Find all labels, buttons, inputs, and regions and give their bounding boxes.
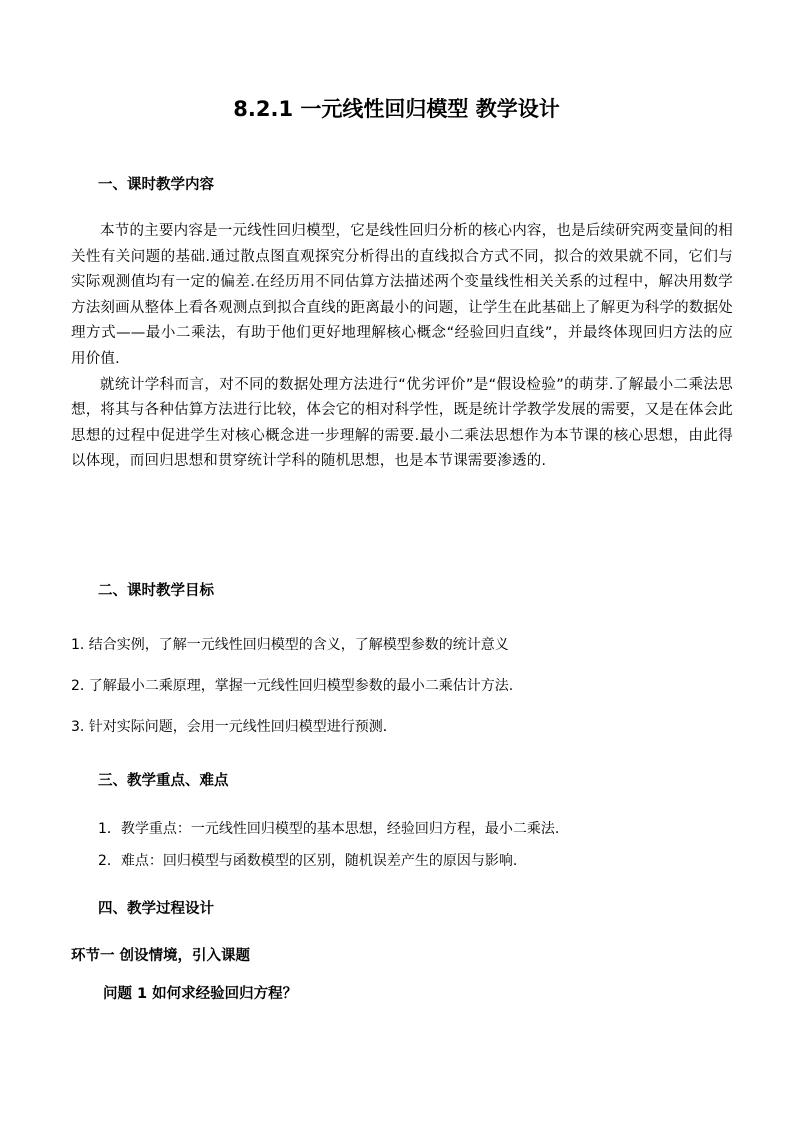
key-point-item-1: 1．教学重点：一元线性回归模型的基本思想，经验回归方程，最小二乘法. (98, 821, 560, 837)
stage-heading: 环节一 创设情境，引入课题 (71, 948, 251, 964)
section-heading-goals: 二、课时教学目标 (98, 583, 214, 599)
paragraph-2: 就统计学科而言，对不同的数据处理方法进行“优劣评价”是“假设检验”的萌芽.了解最小二乘法思想，将其与各种估算方法进行比较，体会它的相对科学性，既是统计学教学发展的需要，又是在体会此思想的过程中促进学生对核心概念进一步理解的需要.最小二乘法思想作为本节课的核心思想，由此得以体现，而回归思想和贯穿统计学科的随机思想，也是本节课需要渗透的. (71, 376, 733, 470)
goal-item-3: 3. 针对实际问题，会用一元线性回归模型进行预测． (71, 719, 397, 735)
section-heading-process: 四、教学过程设计 (98, 901, 214, 917)
goal-item-1: 1. 结合实例，了解一元线性回归模型的含义，了解模型参数的统计意义 (71, 637, 509, 653)
section-heading-content: 一、课时教学内容 (98, 177, 214, 193)
paragraph-1: 本节的主要内容是一元线性回归模型，它是线性回归分析的核心内容，也是后续研究两变量间的相关性有关问题的基础.通过散点图直观探究分析得出的直线拟合方式不同，拟合的效果就不同，它们与实际观测值均有一定的偏差.在经历用不同估算方法描述两个变量线性相关关系的过程中，解决用数学方法刻画从整体上看各观测点到拟合直线的距离最小的问题，让学生在此基础上了解更为科学的数据处理方式——最小二乘法，有助于他们更好地理解核心概念“经验回归直线”，并最终体现回归方法的应用价值. (71, 223, 733, 367)
question-1: 问题 1 如何求经验回归方程？ (103, 986, 298, 1002)
goal-item-2: 2. 了解最小二乘原理，掌握一元线性回归模型参数的最小二乘估计方法. (71, 678, 514, 694)
section-content-body (71, 219, 733, 475)
section-heading-key-points: 三、教学重点、难点 (98, 773, 229, 789)
key-point-item-2: 2．难点：回归模型与函数模型的区别，随机误差产生的原因与影响. (98, 853, 518, 869)
document-title: 8.2.1 一元线性回归模型 教学设计 (233, 97, 560, 121)
